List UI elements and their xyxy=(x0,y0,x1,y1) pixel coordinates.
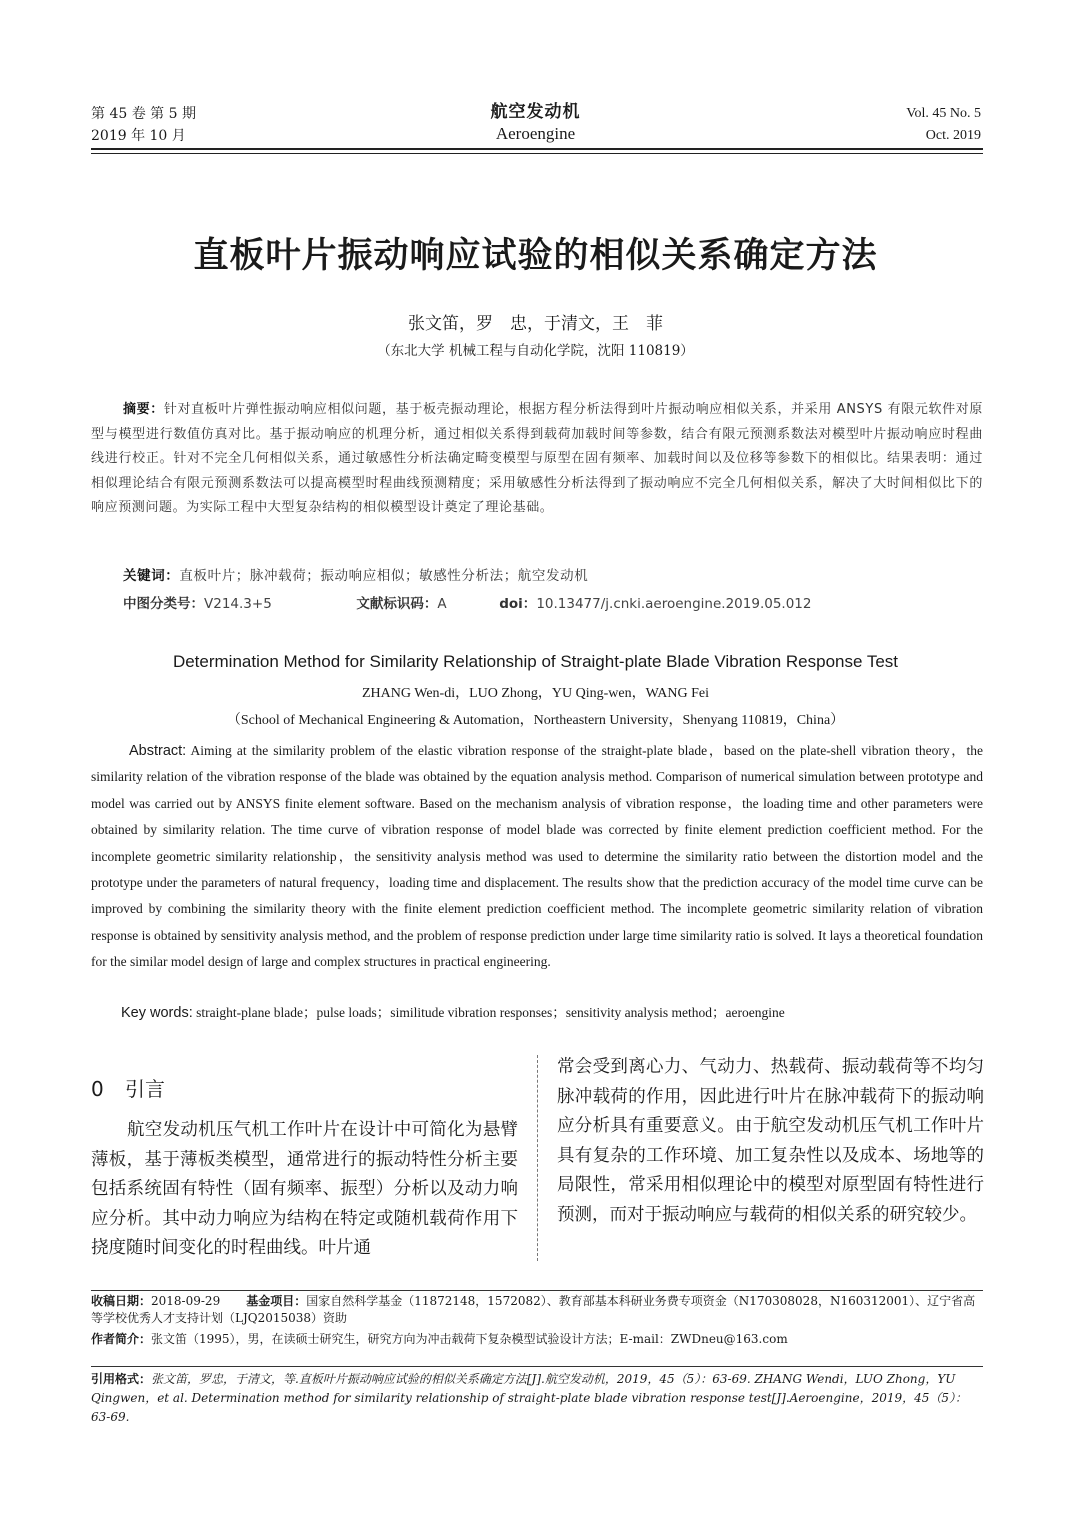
paper-title: 直板叶片振动响应试验的相似关系确定方法 xyxy=(193,235,878,276)
abstract-en xyxy=(91,738,983,976)
date-en: Oct. 2019 xyxy=(925,128,981,143)
volume-en: Vol. 45 No. 5 xyxy=(906,106,981,121)
fund-label: 基金项目： xyxy=(246,1294,307,1308)
header-rule-thin xyxy=(91,153,983,154)
english-affiliation: （School of Mechanical Engineering & Automation，Northeastern University，Shenyang 110819，China） xyxy=(226,713,845,728)
received-label: 收稿日期： xyxy=(91,1294,152,1308)
journal-name-cn: 航空发动机 xyxy=(490,102,581,122)
author-bio-text: 张文笛（1995），男，在读硕士研究生，研究方向为冲击载荷下复杂模型试验设计方法；E-mail：ZWDneu@163.com xyxy=(151,1332,788,1346)
keywords-cn-label: 关键词： xyxy=(123,568,180,584)
clc-label: 中图分类号： xyxy=(123,596,204,612)
footnote-rule xyxy=(91,1290,983,1291)
citation-rule xyxy=(91,1366,983,1367)
abstract-cn xyxy=(91,398,983,521)
journal-name-en: Aeroengine xyxy=(495,124,576,143)
fund-text: 国家自然科学基金（11872148，1572082）、教育部基本科研业务费专项资金（N170308028，N160312001）、辽宁省高等学校优秀人才支持计划（LJQ2015038）资助 xyxy=(91,1294,976,1325)
intro-paragraph-left: 航空发动机压气机工作叶片在设计中可简化为悬臂薄板，基于薄板类模型，通常进行的振动特性分析主要包括系统固有特性（固有频率、振型）分析以及动力响应分析。其中动力响应为结构在特定或随机载荷作用下挠度随时间变化的时程曲线。叶片通 xyxy=(91,1120,518,1259)
doi-value: 10.13477/j.cnki.aeroengine.2019.05.012 xyxy=(536,596,812,612)
volume-cn: 第 45 卷 第 5 期 xyxy=(91,106,196,122)
keywords-cn-text: 直板叶片；脉冲载荷；振动响应相似；敏感性分析法；航空发动机 xyxy=(179,568,589,584)
abstract-cn-text: 针对直板叶片弹性振动响应相似问题，基于板壳振动理论，根据方程分析法得到叶片振动响应相似关系，并采用 ANSYS 有限元软件对原型与模型进行数值仿真对比。基于振动响应的机理分析，通过相似关系得到载荷加载时间等参数，结合有限元预测系数法对模型叶片振动响应时程曲线进行校正。针对不完全几何相似关系，通过敏感性分析法确定畸变模型与原型在固有频率、加载时间以及位移等参数下的相似比。结果表明：通过相似理论结合有限元预测系数法可以提高模型时程曲线预测精度；采用敏感性分析法得到了振动响应不完全几何相似关系，解决了大时间相似比下的响应预测问题。为实际工程中大型复杂结构的相似模型设计奠定了理论基础。 xyxy=(91,402,983,515)
abstract-cn-label: 摘要： xyxy=(123,402,164,417)
english-title: Determination Method for Similarity Relationship of Straight-plate Blade Vibration Response Test xyxy=(172,652,899,671)
footnote-author-bio xyxy=(91,1331,983,1348)
clc-value: V214.3+5 xyxy=(204,596,272,612)
classification-line xyxy=(123,592,811,612)
section-number: 0 xyxy=(91,1077,104,1101)
section-title: 引言 xyxy=(125,1077,165,1101)
received-date: 2018-09-29 xyxy=(151,1294,221,1308)
author-list: 张文笛，罗 忠，于清文，王 菲 xyxy=(408,314,663,334)
keywords-en xyxy=(121,1001,785,1021)
keywords-en-label: Key words: xyxy=(121,1005,193,1021)
english-authors: ZHANG Wen-di，LUO Zhong，YU Qing-wen，WANG Fei xyxy=(361,686,709,701)
body-column-left xyxy=(91,1068,518,1264)
doi-label: doi： xyxy=(499,596,537,612)
volume-issue-en xyxy=(906,103,981,147)
citation-label: 引用格式： xyxy=(91,1372,152,1386)
doc-code-label: 文献标识码： xyxy=(356,596,438,612)
column-divider xyxy=(537,1055,538,1261)
doc-code-value: A xyxy=(437,596,447,612)
header-rule-thick xyxy=(91,148,983,150)
keywords-cn xyxy=(123,564,588,584)
abstract-en-label: Abstract: xyxy=(129,743,187,759)
intro-paragraph-right: 常会受到离心力、气动力、热载荷、振动载荷等不均匀脉冲载荷的作用，因此进行叶片在脉冲载荷下的振动响应分析具有重要意义。由于航空发动机压气机工作叶片具有复杂的工作环境、加工复杂性以及成本、场地等的局限性，常采用相似理论中的模型对原型固有特性进行预测，而对于振动响应与载荷的相似关系的研究较少。 xyxy=(557,1057,984,1225)
abstract-en-text: Aiming at the similarity problem of the elastic vibration response of the straight-plate blade，based on the plate-shell vibration theory，the similarity relation of the vibration response of the blade was obtained by the equation analysis method. Comparison of numerical simulation between prototype and model was carried out by ANSYS finite element software. Based on the mechanism analysis of vibration response，the loading time and other parameters were obtained by similarity relation. The time curve of vibration response of model blade was corrected by finite element prediction coefficient method. For the incomplete geometric similarity relationship，the sensitivity analysis method was used to determine the similarity ratio between the distortion model and the prototype under the parameters of natural frequency，loading time and displacement. The results show that the prediction accuracy of the model time curve can be improved by combining the similarity theory with the finite element prediction coefficient method. The incomplete geometric similarity relation of vibration response is obtained by sensitivity analysis method, and the problem of response prediction under large time similarity ratio is solved. It lays a theoretical foundation for the similar model design of large and complex structures in practical engineering. xyxy=(91,743,983,970)
author-bio-label: 作者简介： xyxy=(91,1332,152,1346)
section-heading xyxy=(91,1068,518,1110)
date-cn: 2019 年 10 月 xyxy=(91,128,186,144)
keywords-en-text: straight-plane blade；pulse loads；similitude vibration responses；sensitivity analysis method；aeroengine xyxy=(192,1005,785,1020)
citation-format xyxy=(91,1370,983,1427)
footnote-dates-funding xyxy=(91,1293,983,1327)
author-affiliation: （东北大学 机械工程与自动化学院，沈阳 110819） xyxy=(377,343,694,359)
citation-text: 张文笛，罗忠，于清文，等.直板叶片振动响应试验的相似关系确定方法[J].航空发动机，2019，45（5）：63-69. ZHANG Wendi，LUO Zhong，YU Qingwen，et al. Determination method for similarity relationship of straight-plate blade vibration response test[J].Aeroengine，2019，45（5）：63-69. xyxy=(91,1372,968,1424)
body-column-right xyxy=(557,1053,984,1231)
